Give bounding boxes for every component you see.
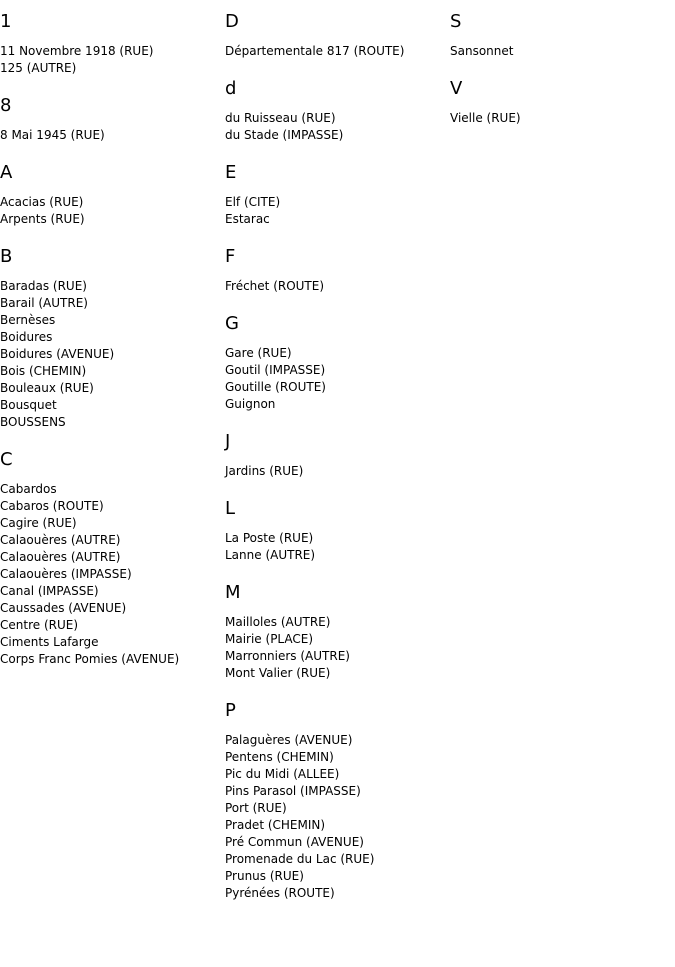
street-link[interactable]: Pic du Midi (ALLEE) <box>225 767 340 781</box>
letter-section <box>0 448 225 668</box>
street-link[interactable]: La Poste (RUE) <box>225 531 314 545</box>
street-link[interactable]: Gare (RUE) <box>225 346 292 360</box>
street-link[interactable]: Pré Commun (AVENUE) <box>225 835 364 849</box>
section-letter-heading: E <box>225 162 237 183</box>
street-link[interactable]: Caussades (AVENUE) <box>0 601 127 615</box>
street-link[interactable]: Bousquet <box>0 398 57 412</box>
street-list <box>225 43 450 60</box>
section-letter-heading: J <box>225 431 231 452</box>
section-letter-heading: G <box>225 313 239 334</box>
street-list <box>225 194 450 228</box>
section-letter-heading: F <box>225 246 236 267</box>
street-link[interactable]: Mont Valier (RUE) <box>225 666 331 680</box>
street-link[interactable]: Goutille (ROUTE) <box>225 380 326 394</box>
street-link[interactable]: Palaguères (AVENUE) <box>225 733 353 747</box>
street-link[interactable]: Cabardos <box>0 482 57 496</box>
street-list <box>0 43 225 77</box>
street-link[interactable]: Cagire (RUE) <box>0 516 77 530</box>
section-letter-heading: D <box>225 11 239 32</box>
street-link[interactable]: Calaouères (IMPASSE) <box>0 567 132 581</box>
street-list <box>225 278 450 295</box>
street-link[interactable]: Centre (RUE) <box>0 618 79 632</box>
street-link[interactable]: 11 Novembre 1918 (RUE) <box>0 44 154 58</box>
section-letter-heading: L <box>225 498 236 519</box>
street-link[interactable]: Ciments Lafarge <box>0 635 99 649</box>
street-link[interactable]: Mailloles (AUTRE) <box>225 615 331 629</box>
street-link[interactable]: 8 Mai 1945 (RUE) <box>0 128 105 142</box>
street-list <box>225 463 450 480</box>
street-link[interactable]: Baradas (RUE) <box>0 279 87 293</box>
street-link[interactable]: Lanne (AUTRE) <box>225 548 316 562</box>
street-link[interactable]: Marronniers (AUTRE) <box>225 649 350 663</box>
street-list <box>225 732 450 902</box>
street-link[interactable]: Elf (CITE) <box>225 195 281 209</box>
street-link[interactable]: Estarac <box>225 212 270 226</box>
street-link[interactable]: du Stade (IMPASSE) <box>225 128 344 142</box>
letter-section <box>0 10 225 77</box>
street-link[interactable]: Bouleaux (RUE) <box>0 381 94 395</box>
street-link[interactable]: Goutil (IMPASSE) <box>225 363 326 377</box>
letter-section <box>225 10 450 60</box>
section-letter-heading: P <box>225 700 236 721</box>
section-letter-heading: V <box>450 78 463 99</box>
street-link[interactable]: Boidures (AVENUE) <box>0 347 115 361</box>
street-link[interactable]: Pins Parasol (IMPASSE) <box>225 784 361 798</box>
letter-section <box>225 161 450 228</box>
street-link[interactable]: BOUSSENS <box>0 415 66 429</box>
street-index-column-1 <box>0 10 225 685</box>
letter-section <box>0 245 225 431</box>
letter-section <box>0 94 225 144</box>
letter-section <box>225 245 450 295</box>
street-list <box>225 614 450 682</box>
street-link[interactable]: Acacias (RUE) <box>0 195 84 209</box>
street-link[interactable]: Départementale 817 (ROUTE) <box>225 44 405 58</box>
section-letter-heading: A <box>0 162 13 183</box>
section-letter-heading: S <box>450 11 462 32</box>
section-letter-heading: d <box>225 78 237 99</box>
section-letter-heading: M <box>225 582 241 603</box>
street-link[interactable]: Pradet (CHEMIN) <box>225 818 326 832</box>
letter-section <box>450 10 675 60</box>
street-list <box>0 127 225 144</box>
street-list <box>225 530 450 564</box>
letter-section <box>225 312 450 413</box>
letter-section <box>225 699 450 902</box>
street-link[interactable]: Guignon <box>225 397 276 411</box>
street-link[interactable]: Prunus (RUE) <box>225 869 304 883</box>
street-link[interactable]: Bois (CHEMIN) <box>0 364 87 378</box>
street-link[interactable]: Port (RUE) <box>225 801 287 815</box>
street-link[interactable]: Bernèses <box>0 313 56 327</box>
street-link[interactable]: Canal (IMPASSE) <box>0 584 99 598</box>
street-link[interactable]: Boidures <box>0 330 53 344</box>
section-letter-heading: C <box>0 449 13 470</box>
street-link[interactable]: Jardins (RUE) <box>225 464 304 478</box>
street-link[interactable]: Cabaros (ROUTE) <box>0 499 104 513</box>
street-link[interactable]: Pentens (CHEMIN) <box>225 750 334 764</box>
street-list <box>225 110 450 144</box>
letter-section <box>225 497 450 564</box>
section-letter-heading: B <box>0 246 13 267</box>
street-link[interactable]: Arpents (RUE) <box>0 212 85 226</box>
street-index-column-2 <box>225 10 450 919</box>
letter-section <box>225 430 450 480</box>
street-link[interactable]: Sansonnet <box>450 44 514 58</box>
street-link[interactable]: Mairie (PLACE) <box>225 632 314 646</box>
street-link[interactable]: 125 (AUTRE) <box>0 61 77 75</box>
street-list <box>225 345 450 413</box>
street-link[interactable]: Vielle (RUE) <box>450 111 521 125</box>
street-list <box>0 481 225 668</box>
street-list <box>0 278 225 431</box>
street-link[interactable]: Calaouères (AUTRE) <box>0 550 121 564</box>
street-link[interactable]: Pyrénées (ROUTE) <box>225 886 335 900</box>
section-letter-heading: 8 <box>0 95 12 116</box>
street-link[interactable]: Corps Franc Pomies (AVENUE) <box>0 652 180 666</box>
street-link[interactable]: Fréchet (ROUTE) <box>225 279 325 293</box>
street-list <box>450 43 675 60</box>
street-list <box>0 194 225 228</box>
street-index-column-3 <box>450 10 675 144</box>
letter-section <box>450 77 675 127</box>
street-link[interactable]: Barail (AUTRE) <box>0 296 88 310</box>
street-list <box>450 110 675 127</box>
street-link[interactable]: Promenade du Lac (RUE) <box>225 852 375 866</box>
street-link[interactable]: du Ruisseau (RUE) <box>225 111 336 125</box>
letter-section <box>0 161 225 228</box>
letter-section <box>225 77 450 144</box>
street-link[interactable]: Calaouères (AUTRE) <box>0 533 121 547</box>
letter-section <box>225 581 450 682</box>
section-letter-heading: 1 <box>0 11 12 32</box>
